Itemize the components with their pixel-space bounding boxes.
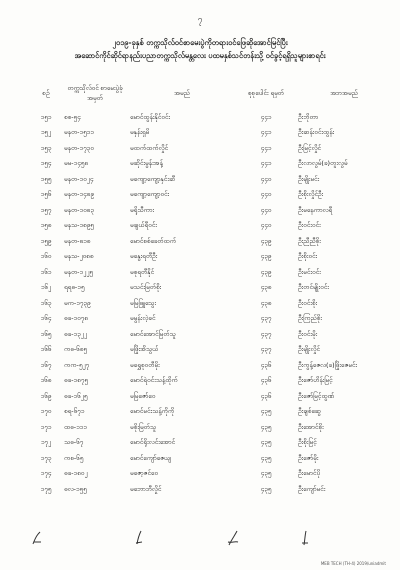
row-name: မောင်မင်းသန့်ကိုကို [130, 407, 175, 416]
row-father-name: ဦးစိုးမြင့် [298, 438, 317, 447]
row-exam-id: မနသ-၂၀၈၈ [64, 252, 94, 261]
row-number: ၁၅၁ [40, 112, 52, 121]
row-father-name: ဦးညီညီစိုး [298, 236, 321, 245]
row-score: ၄၄၁ [260, 143, 272, 152]
row-number: ၁၅၃ [40, 143, 52, 152]
table-row [30, 374, 392, 390]
row-number: ၁၆၇ [40, 360, 52, 369]
row-father-name: ဦးကွန့်ဇေလ(ခ)ဖြိုးဇေမင်း [298, 360, 358, 369]
row-father-name: ဦးဇော်မိုး [298, 453, 319, 462]
row-number: ၁၇၂ [40, 438, 52, 447]
header-father: အဘအမည် [330, 90, 358, 97]
row-score: ၄၃၅ [260, 422, 272, 431]
signature-mark-4 [298, 530, 312, 546]
row-number: ၁၆၁ [40, 267, 52, 276]
row-name: မောင်စစ်ခေတ်ထက် [130, 236, 176, 245]
row-number: ၁၆၆ [40, 345, 52, 354]
row-exam-id: ရရဓ-၁၅ [64, 283, 85, 292]
row-father-name: ဦးမောင်ပို [298, 469, 321, 478]
row-number: ၁၇၄ [40, 469, 52, 478]
row-father-name: ဦးဝင်းဝင်း [298, 221, 321, 230]
row-name: မစုရတီနိုင် [130, 267, 154, 276]
admission-table [30, 78, 392, 498]
page-number: ၇ [197, 15, 203, 25]
row-score: ၄၃၇ [260, 345, 272, 354]
row-name: မကျော့ကျော့နှင်းဆီ [130, 174, 176, 183]
row-number: ၁၆၂ [40, 283, 52, 292]
table-row [30, 110, 392, 126]
row-score: ၄၃၅ [260, 453, 272, 462]
table-row [30, 281, 392, 297]
row-name: မနွေးရတီဦး [130, 252, 158, 261]
row-score: ၄၄၀ [260, 190, 272, 199]
signature-row [30, 530, 372, 550]
row-score: ၄၃၇ [260, 314, 272, 323]
table-row [30, 420, 392, 436]
row-number: ၁၅၄ [40, 159, 52, 168]
table-row [30, 157, 392, 173]
table-row [30, 327, 392, 343]
row-father-name: ဦးတင်မျိုးဝင်း [298, 283, 329, 292]
row-number: ၁၇၀ [40, 407, 52, 416]
table-row [30, 250, 392, 266]
row-name: မောင်ထွန်းနိုင်ဝင်း [130, 112, 171, 121]
footer-code: MEB TECH (TH-4) 2019/uniadmit [320, 561, 386, 566]
row-name: မောင်ကျော်ဇေယျ [130, 453, 172, 462]
row-score: ၄၃၅ [260, 469, 272, 478]
row-father-name: ဦးမနေကာလရီ [298, 205, 333, 214]
row-score: ၄၄၁ [260, 128, 272, 137]
row-number: ၁၅၈ [40, 221, 52, 230]
table-row [30, 188, 392, 204]
row-score: ၄၃၅ [260, 438, 272, 447]
row-number: ၁၅၇ [40, 205, 52, 214]
table-header-row [30, 78, 392, 110]
row-number: ၁၇၅ [40, 484, 52, 493]
row-exam-id: မနတ-၁၅၁၁ [64, 128, 94, 137]
signature-mark-2 [132, 530, 146, 546]
row-score: ၄၃၇ [260, 329, 272, 338]
table-row [30, 343, 392, 359]
row-name: မောင်အောင်မြတ်သူ [130, 329, 176, 338]
row-number: ၁၆၀ [40, 252, 52, 261]
row-name: မဆိုင်းမွန်းအန့် [130, 159, 163, 168]
row-score: ၄၃၉ [260, 252, 272, 261]
row-exam-id: ကစ-၆၅ [64, 453, 84, 462]
row-father-name: ဦးမျိုးမင်း [298, 174, 320, 183]
row-score: ၄၃၈ [260, 283, 272, 292]
heading-line-1: ၂၀၁၉-ခုနှစ် တက္ကသိုလ်ဝင်စာမေးပွဲကိုတရားဝင်ဖြေဆိုအောင်မြင်ပြီး [112, 38, 288, 47]
table-row [30, 265, 392, 281]
row-exam-id: ကက-၅၂၇ [64, 360, 90, 369]
row-name: မစိုးမြတ်သူ [130, 422, 156, 431]
table-row [30, 296, 392, 312]
row-exam-id: ကဓ-၆၈၅ [64, 345, 87, 354]
header-score: စုစုပေါင်း ရမှတ် [248, 90, 284, 97]
row-father-name: ဦးဇော်ဟိန်းမြင့် [298, 376, 333, 385]
row-father-name: ဦးဝင်းစိုး [298, 298, 318, 307]
row-score: ၄၃၆ [260, 391, 272, 400]
heading-line-2: အဆောင်ကိုင်ဆိုင်ရာနည်းပညာတက္ကသိုလ်မန္တလေး ပထမနှစ်သင်တန်းသို့ ဝင်ခွင့်ရရှိသူများစာရင်း [74, 51, 326, 60]
row-name: မထက်ထက်လှိုင် [130, 143, 169, 152]
row-father-name: ဦးကြည်စိုး [298, 314, 322, 323]
row-father-name: ဦးမင်းဝင်း [298, 267, 321, 276]
row-score: ၄၃၉ [260, 236, 272, 245]
table-row [30, 312, 392, 328]
row-father-name: ဦးကျော်မင်း [298, 484, 326, 493]
row-father-name: ဦးဇော်မြင့်ထွဏ် [298, 391, 334, 400]
row-number: ၁၅၉ [40, 236, 52, 245]
row-exam-id: ဓခ-၁၃၂၂ [64, 329, 87, 338]
row-exam-id: မနတ-၁၀၈၃ [64, 205, 94, 214]
row-number: ၁၅၆ [40, 190, 52, 199]
table-body [30, 110, 392, 498]
row-score: ၄၄၀ [260, 221, 272, 230]
row-exam-id: သဓ-၆၇ [64, 438, 84, 447]
row-score: ၄၃၈ [260, 298, 272, 307]
row-score: ၄၄၁ [260, 159, 272, 168]
row-exam-id: ဓခ-၁၈၀၂ [64, 469, 88, 478]
table-row [30, 219, 392, 235]
signature-mark-3 [226, 530, 240, 546]
row-father-name: ဦးဘိုတာ [298, 112, 319, 121]
row-number: ၁၆၃ [40, 298, 52, 307]
row-exam-id: ဓလ-၁၅၅ [64, 484, 87, 493]
row-score: ၄၄၀ [260, 205, 272, 214]
table-row [30, 172, 392, 188]
row-name: မောင်ရဲဝင်းသန့်ထိုက် [130, 376, 178, 385]
row-number: ၁၅၂ [40, 128, 52, 137]
row-exam-id: ဓခ-၁၀၇၈ [64, 314, 88, 323]
row-number: ၁၆၄ [40, 314, 52, 323]
row-number: ၁၆၅ [40, 329, 52, 338]
row-score: ၄၃၆ [260, 360, 272, 369]
row-score: ၄၃၅ [260, 407, 272, 416]
table-row [30, 234, 392, 250]
row-father-name: ဦးဝင်းမိုး [298, 329, 318, 338]
row-name: မဇော့ဇင်ဝေ [130, 469, 158, 478]
row-exam-id: ဓခ-၁၈၇၅ [64, 376, 88, 385]
header-no: စဥ် [42, 90, 50, 97]
row-score: ၄၄၁ [260, 112, 272, 121]
table-row [30, 405, 392, 421]
row-number: ၁၅၅ [40, 174, 52, 183]
row-father-name: ဦးဆန်းဝင်းထွန်း [298, 128, 335, 137]
table-row [30, 436, 392, 452]
table-row [30, 467, 392, 483]
row-exam-id: မနသ-၁၈၉၅ [64, 221, 94, 230]
table-row [30, 126, 392, 142]
table-row [30, 482, 392, 498]
row-exam-id: ထဓ-၁၁၁ [64, 422, 87, 431]
row-name: မရိုသီကား [130, 205, 155, 214]
row-name: မမြဖြူသွေး [130, 298, 156, 307]
signature-mark-1 [30, 530, 44, 546]
row-number: ၁၆၉ [40, 391, 52, 400]
row-number: ၁၇၃ [40, 453, 52, 462]
row-name: မနှန်းရှမိ [130, 128, 150, 137]
table-row [30, 203, 392, 219]
row-score: ၄၃၆ [260, 376, 272, 385]
row-exam-id: မနတ-၁၂၂၅ [64, 267, 93, 276]
row-father-name: ဦးမြင့်လှိုင် [298, 143, 321, 152]
row-exam-id: မက-၁၇၃၉ [64, 298, 91, 307]
header-id: တက္ကသိုလ်ဝင် စာမေးပွဲခုံအမှတ် [67, 85, 123, 102]
document-heading [20, 36, 380, 62]
row-father-name: ဦးစိုးလှိုင်ဦး [298, 190, 324, 199]
row-name: မကျော့ကျော့ဝင်း [130, 190, 170, 199]
row-name: မဖြိုးအိသွယ် [130, 345, 159, 354]
row-exam-id: စစ-၅၄ [64, 112, 81, 121]
row-name: မမွန်းလဲ့ခင် [130, 314, 156, 323]
table-row [30, 451, 392, 467]
row-father-name: ဦးချစ်ဆွေ [298, 407, 321, 416]
row-score: ၄၃၉ [260, 267, 272, 276]
row-exam-id: ဓခ-၁၆၂၅ [64, 391, 88, 400]
row-exam-id: မမ-၁၄၅၈ [64, 159, 89, 168]
row-father-name: ဦးစိုးဝင်း [298, 252, 318, 261]
table-row [30, 358, 392, 374]
row-exam-id: မနတ-၁၇၃၀ [64, 143, 94, 152]
row-score: ၄၄၀ [260, 174, 272, 183]
table-row [30, 389, 392, 405]
row-father-name: ဦးအောင်စိုး [298, 422, 324, 431]
row-name: မသင်းမြတ်စိုး [130, 283, 162, 292]
row-exam-id: စရ-၆၇၁ [64, 407, 85, 416]
row-name: မဘောဘီလှိုင် [130, 484, 162, 493]
row-name: မမြဇော်ဝေ [130, 391, 156, 400]
row-father-name: ဦးလာလွမ်(ခ)တူးလွမ် [298, 159, 348, 168]
row-score: ၄၃၅ [260, 484, 272, 493]
row-name: မရွှေစုဝတီမိုး [130, 360, 160, 369]
header-name: အမည် [174, 90, 190, 97]
row-number: ၁၇၁ [40, 422, 52, 431]
table-row [30, 141, 392, 157]
row-exam-id: မနတ-၈၁၈ [64, 236, 91, 245]
row-number: ၁၆၈ [40, 376, 52, 385]
row-name: မောင်ရိုးလင်းအောင် [130, 438, 176, 447]
row-father-name: ဦးမျိုးလှိုင် [298, 345, 320, 354]
row-name: မချယ်ရီဝင်း [130, 221, 157, 230]
row-exam-id: မနတ-၁၄၈၉ [64, 190, 94, 199]
row-exam-id: မနတ-၁၀၂၄ [64, 174, 94, 183]
